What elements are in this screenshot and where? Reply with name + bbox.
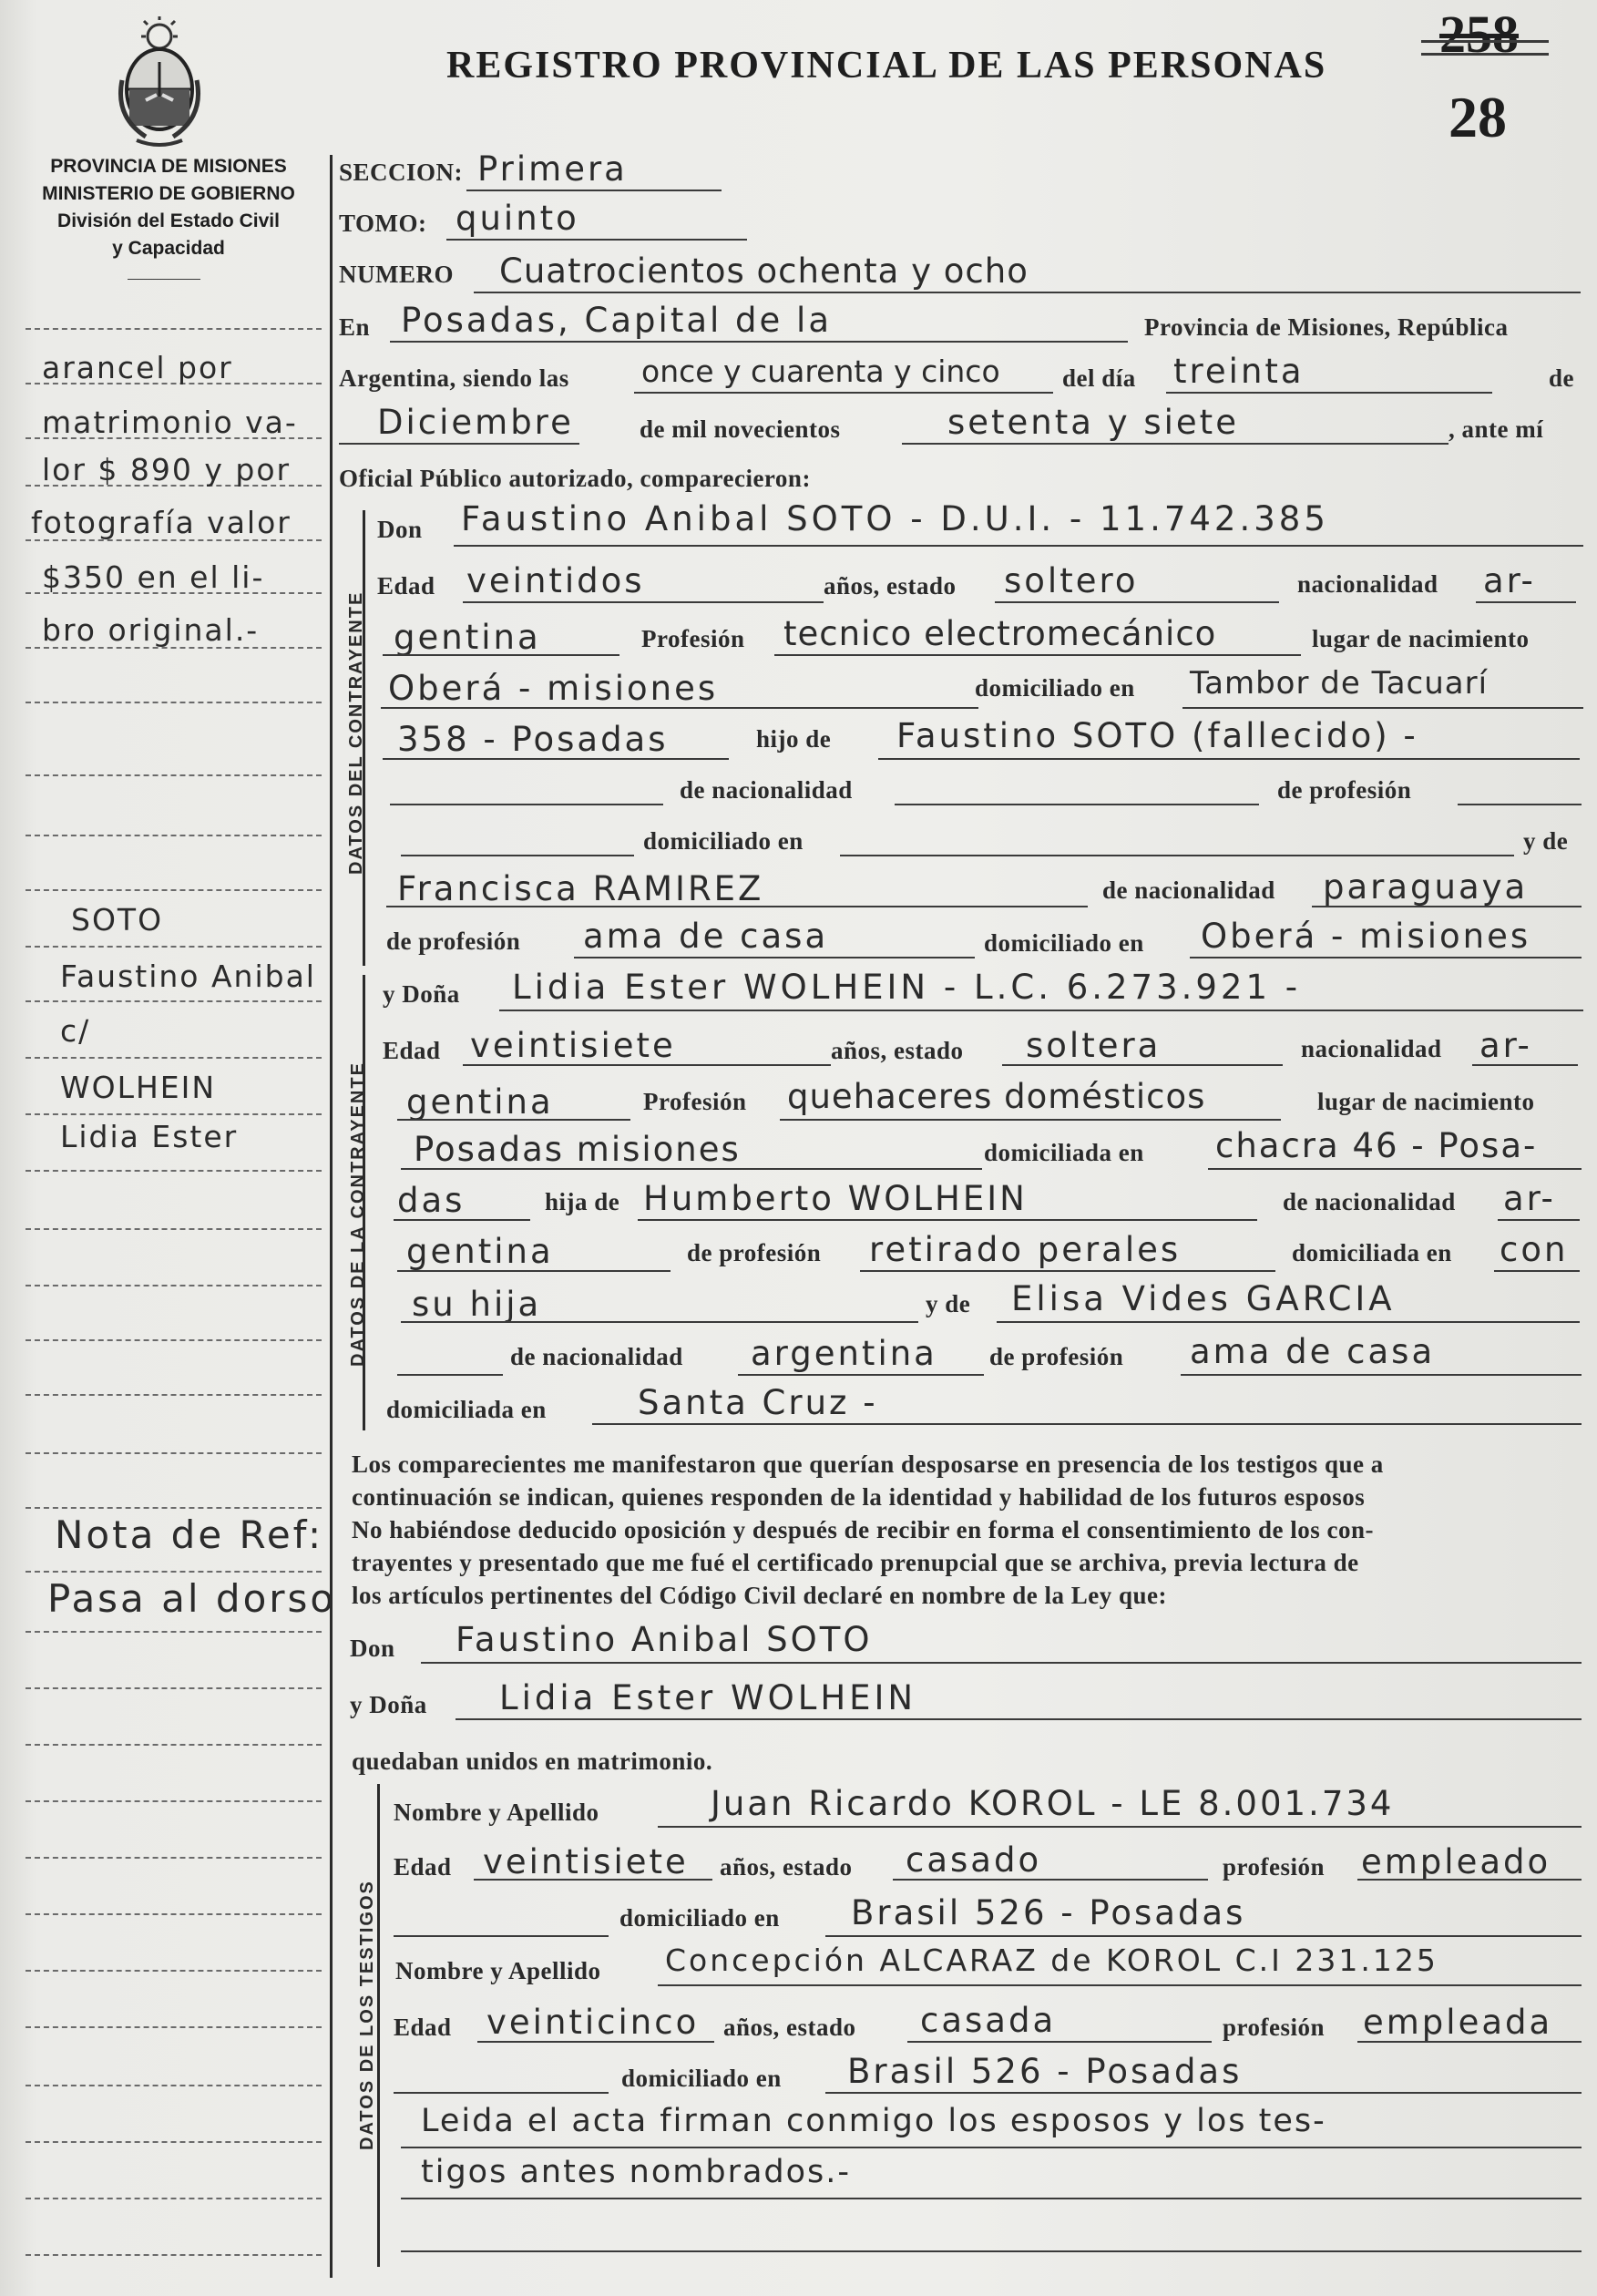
testigo1-estado: casado: [906, 1840, 1042, 1880]
contrayente-domicilio2: 358 - Posadas: [397, 720, 669, 759]
label-y-dona: y Doña: [383, 980, 460, 1008]
page-number: 28: [1449, 85, 1507, 149]
label-de: de: [1549, 364, 1574, 392]
label-edad-3: Edad: [394, 1853, 452, 1881]
contrayenta-padre-nac2: gentina: [406, 1232, 554, 1271]
label-domiciliado-en-3: domiciliado en: [984, 929, 1144, 957]
label-y-de-2: y de: [926, 1290, 971, 1317]
contrayenta-nac1: ar-: [1479, 1026, 1532, 1065]
paragraph-line: continuación se indican, quienes responden de la identidad y habilidad de los futuros esposos: [352, 1483, 1366, 1511]
contrayente-madre-nac: paraguaya: [1323, 867, 1529, 907]
contrayenta-domicilio1: chacra 46 - Posa-: [1215, 1126, 1538, 1165]
label-profesion-3: profesión: [1223, 1853, 1326, 1881]
side-label-contrayenta: DATOS DE LA CONTRAYENTE: [348, 1061, 368, 1367]
page-title: REGISTRO PROVINCIAL DE LAS PERSONAS: [446, 45, 1327, 87]
testigo2-profesion: empleada: [1363, 2003, 1553, 2042]
testigo2-nombre: Concepción ALCARAZ de KOROL C.I 231.125: [665, 1942, 1438, 1978]
label-y-dona-2: y Doña: [350, 1691, 427, 1718]
label-de-nacionalidad-3: de nacionalidad: [1283, 1188, 1456, 1215]
contrayente-padre: Faustino SOTO (fallecido) -: [896, 716, 1418, 755]
contrayenta-madre: Elisa Vides GARCIA: [1011, 1279, 1396, 1318]
label-domiciliada-en-2: domiciliada en: [1292, 1239, 1452, 1266]
ministry-line-3: División del Estado Civil: [57, 210, 280, 231]
label-hijo-de: hijo de: [756, 725, 832, 753]
label-de-profesion: de profesión: [1277, 776, 1412, 804]
contrayenta-domicilio2: das: [397, 1181, 466, 1220]
margin-note-line: lor $ 890 y por: [42, 452, 292, 487]
contrayente-domicilio1: Tambor de Tacuarí: [1190, 665, 1489, 702]
margin-ref-note: Nota de Ref:: [55, 1512, 324, 1557]
testigo2-edad: veinticinco: [486, 2003, 700, 2042]
label-quedaban: quedaban unidos en matrimonio.: [352, 1748, 713, 1775]
testigo2-domicilio: Brasil 526 - Posadas: [847, 2052, 1243, 2091]
contrayenta-padre-dom2: su hija: [412, 1285, 542, 1324]
paragraph-line: No habiéndose deducido oposición y después de recibir en forma el consentimiento de los con-: [352, 1516, 1375, 1543]
label-nombre-apellido: Nombre y Apellido: [394, 1799, 599, 1826]
label-provincia: Provincia de Misiones, República: [1144, 313, 1509, 341]
side-label-contrayente: DATOS DEL CONTRAYENTE: [346, 590, 366, 875]
value-seccion: Primera: [477, 149, 628, 189]
ministry-line-2: MINISTERIO DE GOBIERNO: [42, 183, 295, 204]
side-label-testigos: DATOS DE LOS TESTIGOS: [357, 1880, 377, 2150]
contrayente-nombre: Faustino Anibal SOTO - D.U.I. - 11.742.385: [461, 499, 1329, 538]
label-domiciliado-en-5: domiciliado en: [621, 2065, 782, 2092]
margin-name-line: WOLHEIN: [60, 1070, 217, 1105]
label-edad: Edad: [377, 572, 435, 600]
label-profesion-4: profesión: [1223, 2014, 1326, 2041]
margin-note-line: $350 en el li-: [42, 559, 265, 595]
contrayenta-padre-prof: retirado perales: [869, 1230, 1182, 1269]
label-anos-estado: años, estado: [824, 572, 957, 600]
contrayenta-profesion: quehaceres domésticos: [787, 1077, 1206, 1116]
contrayenta-padre: Humberto WOLHEIN: [643, 1179, 1028, 1218]
label-lugar-2: lugar de nacimiento: [1317, 1088, 1535, 1115]
label-y-de: y de: [1523, 827, 1569, 855]
label-domiciliada-en-3: domiciliada en: [386, 1396, 547, 1423]
label-edad-2: Edad: [383, 1037, 441, 1064]
paragraph-line: Los comparecientes me manifestaron que querían desposarse en presencia de los testigos que a: [352, 1450, 1384, 1478]
label-domiciliada-en: domiciliada en: [984, 1139, 1144, 1166]
page-number-struck: 258: [1439, 5, 1519, 64]
margin-name-line: Faustino Anibal: [60, 958, 316, 994]
label-anos-estado-2: años, estado: [831, 1037, 964, 1064]
label-de-mil: de mil novecientos: [640, 415, 841, 443]
label-domiciliado-en-2: domiciliado en: [643, 827, 804, 855]
contrayenta-nac2: gentina: [406, 1082, 554, 1122]
label-lugar: lugar de nacimiento: [1312, 625, 1530, 652]
margin-note-line: matrimonio va-: [42, 405, 298, 440]
label-anos-estado-4: años, estado: [723, 2014, 856, 2041]
contrayente-madre-dom: Oberá - misiones: [1201, 917, 1531, 956]
label-argentina-siendo: Argentina, siendo las: [339, 364, 569, 392]
value-hora: once y cuarenta y cinco: [641, 354, 1000, 389]
label-tomo: TOMO:: [339, 210, 427, 237]
contrayente-estado: soltero: [1004, 561, 1139, 600]
label-profesion-2: Profesión: [643, 1088, 747, 1115]
label-domiciliado-en: domiciliado en: [975, 674, 1135, 702]
testigo1-edad: veintisiete: [483, 1842, 689, 1881]
label-de-nacionalidad-4: de nacionalidad: [510, 1343, 683, 1370]
label-anos-estado-3: años, estado: [720, 1853, 853, 1881]
testigo2-estado: casada: [920, 2001, 1057, 2040]
value-en: Posadas, Capital de la: [401, 301, 832, 340]
label-en: En: [339, 313, 371, 341]
contrayenta-madre-nac: argentina: [751, 1334, 937, 1373]
paragraph-line: los artículos pertinentes del Código Civil declaré en nombre de la Ley que:: [352, 1582, 1167, 1609]
label-domiciliado-en-4: domiciliado en: [619, 1904, 780, 1932]
ministry-line-1: PROVINCIA DE MISIONES: [50, 156, 287, 177]
label-don-2: Don: [350, 1635, 395, 1662]
margin-name-line: SOTO: [71, 902, 164, 938]
contrayente-madre: Francisca RAMIREZ: [397, 869, 764, 908]
margin-note-line: bro original.-: [42, 612, 260, 648]
cierre-line: Leida el acta firman conmigo los esposos y los tes-: [421, 2103, 1326, 2139]
testigo1-domicilio: Brasil 526 - Posadas: [851, 1893, 1246, 1932]
margin-ref-note: Pasa al dorso: [47, 1576, 337, 1621]
value-dia: treinta: [1173, 352, 1305, 391]
cierre-line: tigos antes nombrados.-: [421, 2154, 852, 2190]
margin-name-line: c/: [60, 1013, 91, 1049]
label-del-dia: del día: [1062, 364, 1136, 392]
label-de-profesion-4: de profesión: [989, 1343, 1124, 1370]
testigo1-nombre: Juan Ricardo KOROL - LE 8.001.734: [711, 1784, 1395, 1823]
contrayente-edad: veintidos: [466, 561, 645, 600]
margin-name-line: Lidia Ester: [60, 1119, 239, 1154]
contrayente-nac2: gentina: [394, 618, 541, 657]
label-de-nacionalidad-2: de nacionalidad: [1102, 876, 1275, 904]
value-anio: setenta y siete: [947, 403, 1239, 442]
value-mes: Diciembre: [377, 403, 574, 442]
margin-note-line: fotografía valor: [31, 505, 292, 540]
label-de-profesion-2: de profesión: [386, 928, 521, 955]
value-numero: Cuatrocientos ochenta y ocho: [499, 251, 1029, 291]
coat-of-arms-icon: [109, 16, 210, 151]
label-oficial: Oficial Público autorizado, comparecieron:: [339, 465, 811, 492]
label-seccion: SECCION:: [339, 159, 464, 186]
testigo1-profesion: empleado: [1361, 1842, 1551, 1881]
label-nombre-apellido-2: Nombre y Apellido: [395, 1957, 601, 1984]
paragraph-line: trayentes y presentado que me fué el certificado prenupcial que se archiva, previa lectura de: [352, 1549, 1359, 1576]
contrayenta-madre-dom: Santa Cruz -: [638, 1383, 878, 1422]
label-don: Don: [377, 516, 423, 543]
contrayenta-padre-nac1: ar-: [1503, 1179, 1556, 1218]
label-ante-mi: , ante mí: [1449, 415, 1544, 443]
ministry-line-4: y Capacidad: [112, 238, 225, 259]
contrayenta-estado: soltera: [1026, 1026, 1162, 1065]
label-hija-de: hija de: [545, 1188, 620, 1215]
declaracion-dona: Lidia Ester WOLHEIN: [499, 1678, 917, 1717]
contrayente-nac1: ar-: [1483, 561, 1536, 600]
contrayente-lugar: Oberá - misiones: [388, 669, 719, 708]
label-edad-4: Edad: [394, 2014, 452, 2041]
label-nacionalidad: nacionalidad: [1297, 570, 1438, 598]
label-numero: NUMERO: [339, 261, 454, 288]
contrayente-madre-prof: ama de casa: [583, 917, 829, 956]
margin-note-line: arancel por: [42, 350, 233, 385]
contrayenta-lugar: Posadas misiones: [414, 1130, 741, 1169]
label-profesion: Profesión: [641, 625, 745, 652]
contrayenta-madre-prof: ama de casa: [1190, 1332, 1436, 1371]
contrayenta-nombre: Lidia Ester WOLHEIN - L.C. 6.273.921 -: [512, 968, 1302, 1007]
label-nacionalidad-2: nacionalidad: [1301, 1035, 1442, 1062]
contrayenta-edad: veintisiete: [470, 1026, 676, 1065]
contrayenta-padre-dom1: con: [1500, 1230, 1569, 1269]
contrayente-profesion: tecnico electromecánico: [783, 614, 1217, 653]
declaracion-don: Faustino Anibal SOTO: [456, 1620, 873, 1659]
value-tomo: quinto: [456, 199, 579, 238]
label-de-nacionalidad: de nacionalidad: [680, 776, 853, 804]
label-de-profesion-3: de profesión: [687, 1239, 822, 1266]
